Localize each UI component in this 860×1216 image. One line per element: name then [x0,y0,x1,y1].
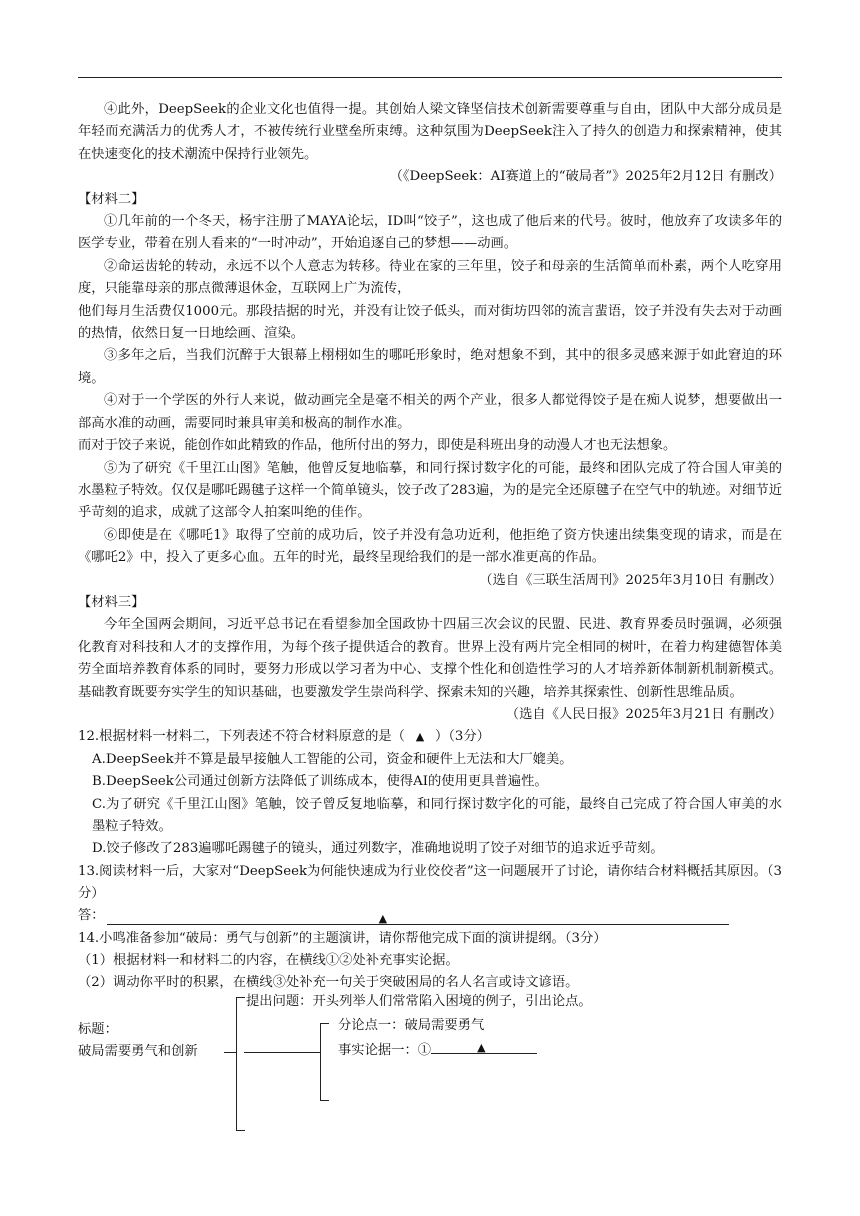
outline-raise-question: 提出问题：开头列举人们常常陷入困境的例子，引出论点。 [246,993,592,1009]
outline-connector [244,1052,320,1053]
q14-stem: 14.小鸣准备参加“破局：勇气与创新”的主题演讲，请你帮他完成下面的演讲提纲。（3分） [78,930,607,946]
q13-answer-line[interactable] [107,908,729,925]
q12-score: ）（3分） [434,729,490,745]
q13-answer-row [78,906,782,928]
m2-heading: 【材料二】 [78,191,145,207]
q14-sub-2: （2）调动你平时的积累，在横线③处补充一句关于突破困局的名人名言或诗文谚语。 [78,975,579,991]
outline-title: 破局需要勇气和创新 [78,1043,198,1059]
q12-option-b: B.DeepSeek公司通过创新方法降低了训练成本，使得AI的使用更具普遍性。 [92,774,548,790]
outline-evidence-1 [338,1039,537,1062]
q13-stem: 13.阅读材料一后，大家对“DeepSeek为何能快速成为行业佼佼者”这一问题展开了讨论，请你结合材料概括其原因。（3分） [78,863,782,902]
outline-connector [224,1052,236,1053]
answer-label: 答： [78,908,105,924]
outline-title-label: 标题： [78,1021,118,1037]
document-body [78,99,782,1135]
m3-heading: 【材料三】 [78,594,145,610]
q14-sub-1: （1）根据材料一和材料二的内容，在横线①②处补充事实论据。 [78,953,459,969]
speech-outline [78,995,782,1135]
outline-main-brace [236,997,245,1131]
answer-blank-marker: ▲ [477,1040,486,1054]
m2-paragraph-1: ①几年前的一个冬天，杨宇注册了MAYA论坛，ID叫“饺子”，这也成了他后来的代号。彼时，他放弃了攻读多年的医学专业，带着在别人看来的“一时冲动”，开始追逐自己的梦想——动画。 [78,214,782,252]
evidence-1-blank[interactable] [431,1039,537,1054]
m2-paragraph-5: ⑤为了研究《千里江山图》笔触，他曾反复地临摹，和同行探讨数字化的可能，最终和团队完成了符合国人审美的水墨粒子特效。仅仅是哪吒踢毽子这样一个简单镜头，饺子改了283遍，为的是完全还原毽子在空气中的轨迹。对细节近乎苛刻的追求，成就了这部令人拍案叫绝的佳作。 [78,460,782,521]
header-rule [78,77,782,78]
q12-option-c: C.为了研究《千里江山图》笔触，饺子曾反复地临摹，和同行探讨数字化的可能，最终自己完成了符合国人审美的水墨粒子特效。 [92,796,782,834]
outline-sub-brace [320,1023,329,1101]
m2-paragraph-4b: 而对于饺子来说，能创作如此精致的作品，他所付出的努力，即使是科班出身的动漫人才也无法想象。 [78,438,677,454]
q12-stem [78,726,782,748]
m1-paragraph-4: ④此外，DeepSeek的企业文化也值得一提。其创始人梁文锋坚信技术创新需要尊重与自由，团队中大部分成员是年轻而充满活力的优秀人才，不被传统行业壁垒所束缚。这种氛围为DeepSeek注入了持久的创造力和探索精神，使其在快速变化的技术潮流中保持行业领先。 [78,102,782,162]
outline-sub-point-1: 分论点一：破局需要勇气 [338,1017,485,1033]
q12-option-a: A.DeepSeek并不算是最早接触人工智能的公司，资金和硬件上无法和大厂媲美。 [92,751,573,767]
m2-paragraph-2a: ②命运齿轮的转动，永远不以个人意志为转移。待业在家的三年里，饺子和母亲的生活简单而朴素，两个人吃穿用度，只能靠母亲的那点微薄退休金，互联网上广为流传， [78,258,782,297]
q12-stem-text: 12.根据材料一材料二，下列表述不符合材料原意的是（ [78,729,405,745]
m2-source: （选自《三联生活周刊》2025年3月10日 有删改） [479,572,782,588]
m2-paragraph-6: ⑥即使是在《哪吒1》取得了空前的成功后，饺子并没有急功近利，他拒绝了资方快速出续集变现的请求，而是在《哪吒2》中，投入了更多心血。五年的时光，最终呈现给我们的是一部水准更高的作品。 [78,527,782,566]
outline-evidence-1-label: 事实论据一：① [338,1042,432,1058]
m3-paragraph-1: 今年全国两会期间，习近平总书记在看望参加全国政协十四届三次会议的民盟、民进、教育界委员时强调，必须强化教育对科技和人才的支撑作用，为每个孩子提供适合的教育。世界上没有两片完全相同的树叶，在着力构建德智体美劳全面培养教育体系的同时，要努力形成以学习者为中心、支撑个性化和创造性学习的人才培养新体制新机制新模式。基础教育既要夯实学生的知识基础，也要激发学生崇尚科学、探索未知的兴趣，培养其探索性、创新性思维品质。 [78,617,782,700]
m2-paragraph-4a: ④对于一个学医的外行人来说，做动画完全是毫不相关的两个产业，很多人都觉得饺子是在痴人说梦，想要做出一部高水准的动画，需要同时兼具审美和极高的制作水准。 [78,393,782,431]
m2-paragraph-3: ③多年之后，当我们沉醉于大银幕上栩栩如生的哪吒形象时，绝对想象不到，其中的很多灵感来源于如此窘迫的环境。 [78,348,782,386]
answer-blank-marker: ▲ [378,912,388,926]
m3-source: （选自《人民日报》2025年3月21日 有删改） [505,706,782,722]
answer-blank-marker[interactable]: ▲ [415,730,425,744]
m2-paragraph-2b: 他们每月生活费仅1000元。那段拮据的时光，并没有让饺子低头，而对街坊四邻的流言蜚语，饺子并没有失去对于动画的热情，依然日复一日地绘画、渲染。 [78,303,782,342]
q12-option-d: D.饺子修改了283遍哪吒踢毽子的镜头，通过列数字，准确地说明了饺子对细节的追求近乎苛刻。 [92,841,664,857]
m1-source: （《DeepSeek：AI赛道上的“破局者”》2025年2月12日 有删改） [389,169,782,185]
